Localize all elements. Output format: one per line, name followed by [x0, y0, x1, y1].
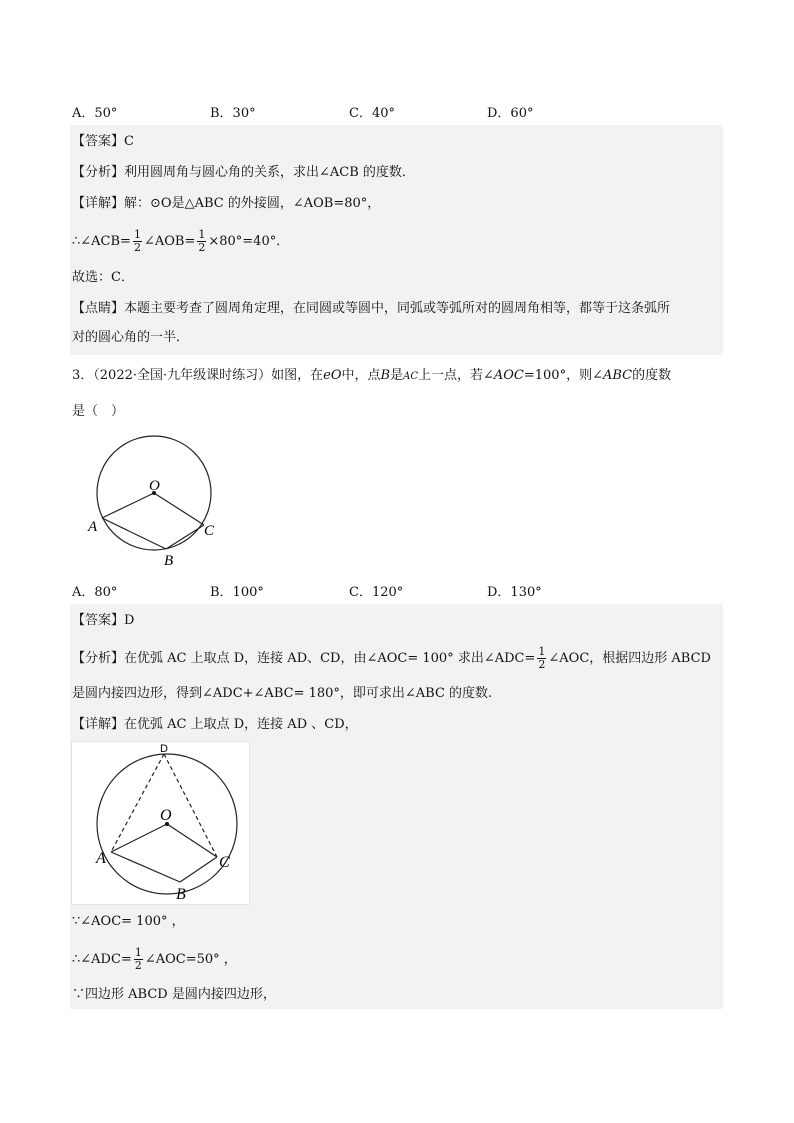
analysis-label: 【分析】	[72, 165, 125, 180]
segment-oc	[154, 493, 204, 525]
answer-value: C	[124, 134, 134, 149]
q3-detail-figure-frame	[71, 741, 250, 905]
q2-comment-line	[72, 299, 670, 319]
fraction-half: $\frac{1}{2}$	[133, 228, 141, 254]
segment-bc	[166, 525, 204, 549]
q3-therefore-line: ∴∠ADC= $\frac{1}{2}$ ∠AOC=50° ，	[72, 946, 237, 972]
label-o: O	[149, 478, 160, 494]
q3-answer-line	[72, 611, 134, 631]
comment-label: 【点睛】	[72, 301, 125, 316]
answer-value: D	[124, 613, 135, 628]
fraction-half: $\frac{1}{2}$	[198, 228, 206, 254]
segment-oa	[111, 824, 167, 852]
label-d: D	[160, 743, 168, 755]
segment-cd-dashed	[164, 754, 217, 857]
q3-option-d: D．130°	[487, 585, 542, 600]
q3-stem-line-1: 3．（2022·全国·九年级课时练习）如图，在eO中，点B是AC上一点，若∠AOC=100°，则∠ABC的度数	[72, 368, 672, 383]
fraction-half: $\frac{1}{2}$	[538, 645, 546, 671]
q2-answer-line	[72, 132, 134, 152]
q2-option-a: A．50°	[72, 106, 118, 121]
detail-label: 【详解】	[72, 717, 125, 732]
answer-label: 【答案】	[72, 134, 125, 149]
segment-ad-dashed	[111, 754, 164, 852]
q3-option-c: C．120°	[349, 585, 404, 600]
label-b: B	[164, 553, 174, 569]
q2-option-b: B．30°	[210, 106, 256, 121]
analysis-text: 利用圆周角与圆心角的关系，求出∠ACB 的度数．	[124, 165, 415, 180]
label-o: O	[160, 807, 172, 824]
q2-option-c: C．40°	[349, 106, 395, 121]
arc-symbol: AC	[403, 371, 418, 382]
q3-detail-figure	[72, 742, 249, 904]
q3-since-line: ∵∠AOC= 100° ，	[72, 914, 185, 929]
q2-detail-formula	[72, 229, 289, 254]
q3-stem-line-2: 是（ ）	[72, 404, 125, 419]
q2-choose-line: 故选：C．	[72, 270, 134, 285]
comment-text: 本题主要考查了圆周角定理，在同圆或等圆中，同弧或等弧所对的圆周角相等，都等于这条弧所	[124, 301, 671, 316]
q3-circle-figure	[80, 430, 230, 570]
fraction-half: $\frac{1}{2}$	[134, 946, 142, 972]
q3-since-line-2: ∵四边形 ABCD 是圆内接四边形，	[72, 987, 276, 1002]
formula-prefix: ∴∠ACB=	[72, 234, 131, 249]
label-c: C	[219, 854, 230, 871]
formula-mid: ∠AOB=	[143, 234, 196, 249]
q3-analysis-line: 【分析】在优弧 AC 上取点 D，连接 AD、CD，由∠AOC= 100° 求出∠ADC= $\frac{1}{2}$ ∠AOC，根据四边形 ABCD	[72, 645, 711, 671]
q2-detail-line	[72, 194, 380, 214]
segment-oa	[102, 493, 154, 518]
q3-detail-line	[72, 715, 358, 735]
q2-analysis-line	[72, 163, 415, 183]
detail-text: 解：⊙O是△ABC 的外接圆，∠AOB=80°，	[124, 196, 381, 211]
detail-text: 在优弧 AC 上取点 D，连接 AD 、CD，	[124, 717, 358, 732]
q3-analysis-line-2: 是圆内接四边形，得到∠ADC+∠ABC= 180°，即可求出∠ABC 的度数.	[72, 686, 493, 701]
formula-suffix: ×80°=40°．	[208, 234, 290, 249]
label-b: B	[176, 886, 186, 903]
label-c: C	[204, 523, 215, 539]
label-a: A	[88, 519, 98, 535]
q2-comment-line-2: 对的圆心角的一半．	[72, 330, 190, 345]
segment-oc	[167, 824, 217, 857]
circle-symbol: e	[323, 368, 331, 383]
answer-label: 【答案】	[72, 613, 125, 628]
analysis-label: 【分析】	[72, 651, 125, 666]
detail-label: 【详解】	[72, 196, 125, 211]
q3-option-b: B．100°	[210, 585, 264, 600]
segment-ab	[102, 518, 166, 549]
q2-option-d: D．60°	[487, 106, 534, 121]
label-a: A	[96, 850, 106, 867]
q3-option-a: A．80°	[72, 585, 118, 600]
